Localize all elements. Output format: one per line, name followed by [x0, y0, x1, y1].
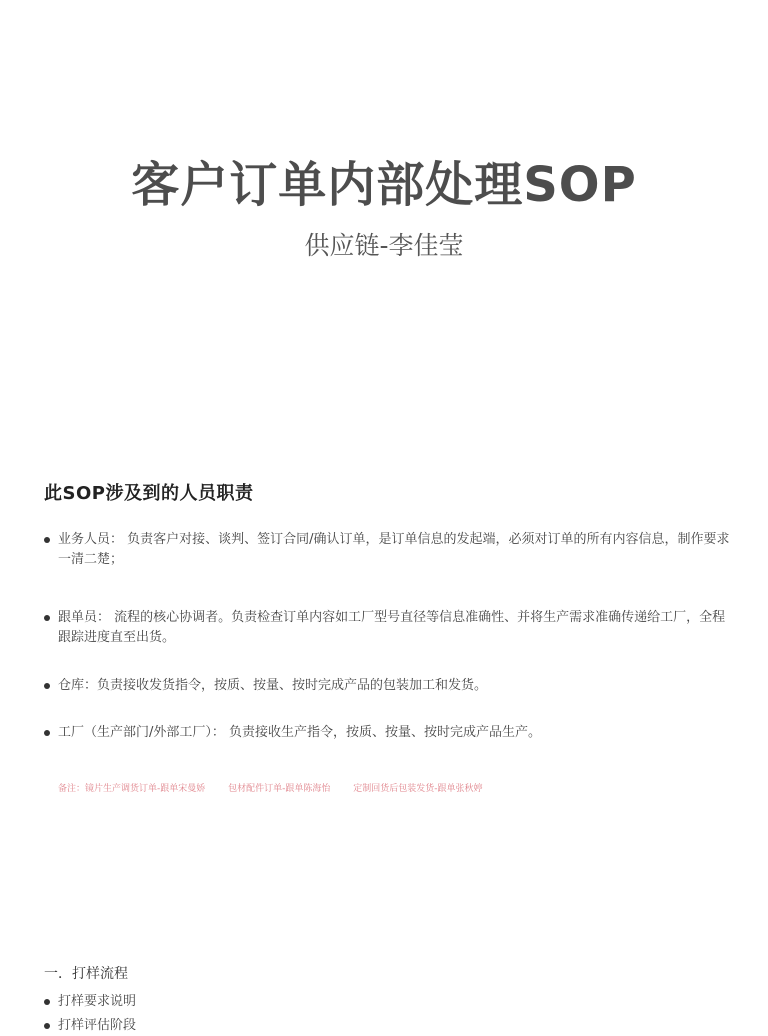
page-title: 客户订单内部处理SOP	[131, 157, 637, 213]
page-subtitle: 供应链-李佳莹	[304, 231, 464, 260]
process-item	[44, 1016, 734, 1036]
process-item	[44, 992, 734, 1012]
duty-item-warehouse	[44, 676, 734, 696]
bullet-icon	[44, 615, 50, 621]
note-custom-shipping: 定制回货后包装发货-跟单张秋婷	[353, 784, 483, 794]
process-item-text: 打样要求说明	[58, 994, 137, 1009]
bullet-icon	[44, 683, 50, 689]
duty-item-sales	[44, 530, 734, 570]
responsibilities-heading: 此SOP涉及到的人员职责	[44, 483, 254, 504]
note-lens-orders: 备注：镜片生产调货订单-跟单宋曼娇	[58, 784, 206, 794]
bullet-icon	[44, 537, 50, 543]
process-item-text: 打样评估阶段	[58, 1018, 137, 1033]
duty-text: 跟单员： 流程的核心协调者。负责检查订单内容如工厂型号直径等信息准确性、并将生产需求准确传递给工厂，全程跟踪进度直至出货。	[58, 610, 726, 645]
bullet-icon	[44, 999, 50, 1005]
duty-text: 仓库：负责接收发货指令，按质、按量、按时完成产品的包装加工和发货。	[58, 678, 488, 693]
duty-text: 业务人员： 负责客户对接、谈判、签订合同/确认订单，是订单信息的发起端，必须对订单的所有内容信息，制作要求一清二楚；	[58, 532, 730, 567]
process-heading: 一．打样流程	[44, 966, 128, 982]
duty-item-merchandiser	[44, 608, 734, 648]
bullet-icon	[44, 730, 50, 736]
duty-item-factory	[44, 723, 734, 743]
note-packaging-orders: 包材配件订单-跟单陈海怡	[228, 784, 331, 794]
notes-line	[58, 782, 503, 796]
duty-text: 工厂（生产部门/外部工厂）： 负责接收生产指令，按质、按量、按时完成产品生产。	[58, 725, 542, 740]
